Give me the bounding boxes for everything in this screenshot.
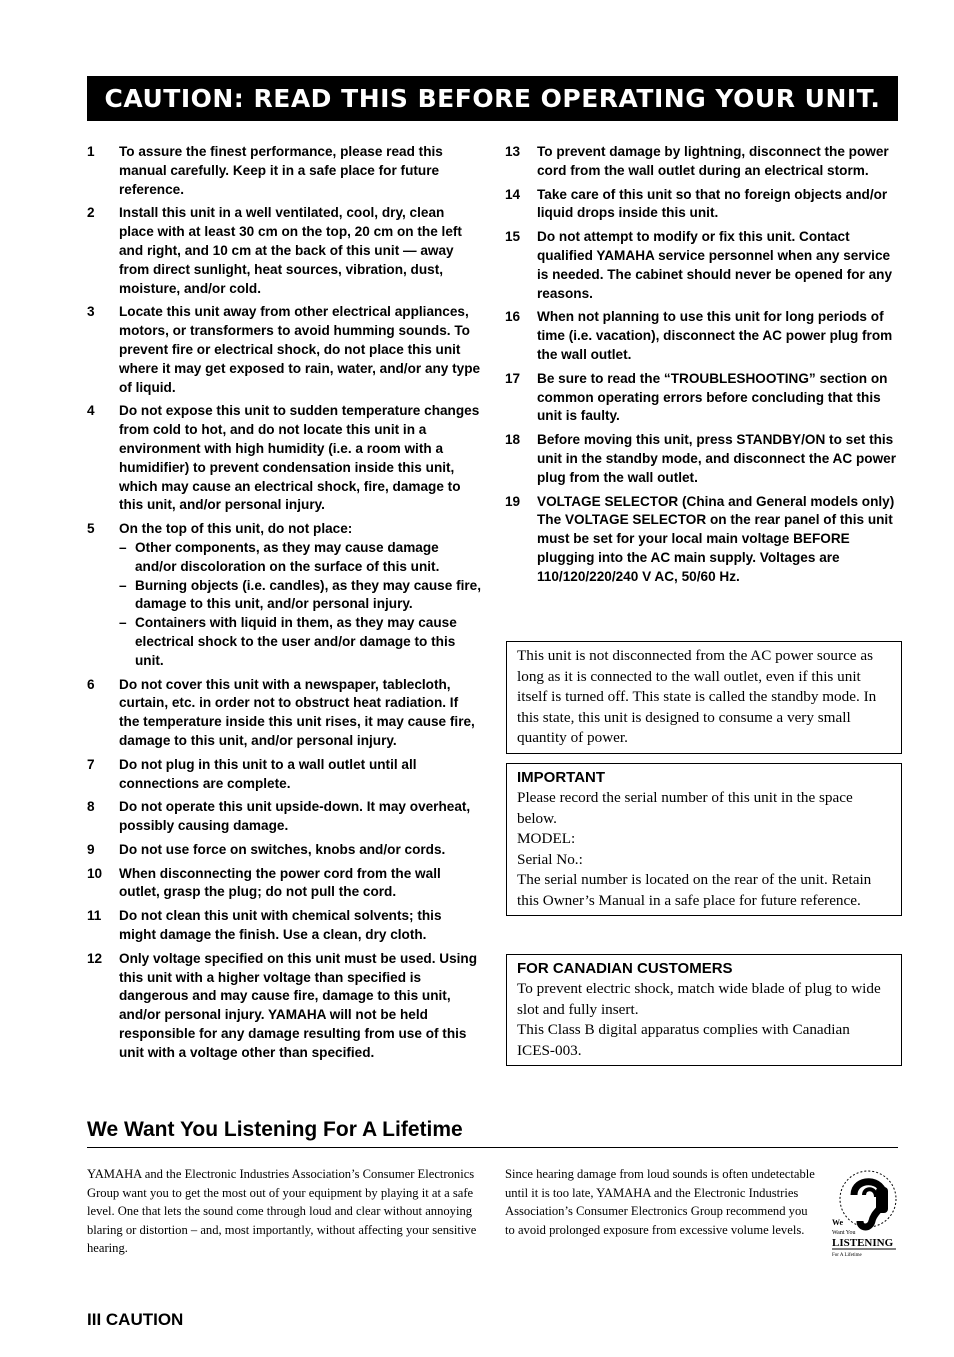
canadian-title: FOR CANADIAN CUSTOMERS <box>517 960 733 977</box>
item-number: 17 <box>505 370 521 386</box>
sub-item <box>119 577 482 615</box>
list-item <box>87 798 482 836</box>
item-text: Take care of this unit so that no foreign objects and/or liquid drops inside this unit. <box>537 186 888 221</box>
dash-marker: – <box>119 615 127 631</box>
item-text: Do not clean this unit with chemical solvents; this might damage the finish. Use a clean, dry cloth. <box>119 908 442 943</box>
logo-text-listening: LISTENING <box>832 1237 894 1249</box>
item-text: Locate this unit away from other electrical appliances, motors, or transformers to avoid humming sounds. To prevent fire or electrical shock, do not place this unit where it may get exposed to rain, water, and/or any type of liquid. <box>119 304 481 395</box>
canadian-line: This Class B digital apparatus complies with Canadian ICES-003. <box>517 1021 850 1059</box>
item-number: 6 <box>87 676 95 692</box>
item-number: 7 <box>87 756 95 772</box>
item-number: 9 <box>87 841 95 857</box>
item-number: 12 <box>87 950 103 966</box>
canadian-line: To prevent electric shock, match wide blade of plug to wide slot and fully insert. <box>517 980 881 1018</box>
item-number: 1 <box>87 144 95 159</box>
list-item <box>87 865 482 903</box>
item-number: 13 <box>505 144 521 159</box>
ear-logo-icon <box>830 1165 898 1265</box>
logo-text-lifetime: For A Lifetime <box>832 1253 862 1258</box>
important-line: Serial No.: <box>517 850 583 868</box>
item-text: When disconnecting the power cord from the wall outlet, grasp the plug; do not pull the cord. <box>119 865 441 900</box>
caution-list-left <box>87 143 482 1068</box>
list-item <box>87 204 482 298</box>
sub-item-text: Other components, as they may cause damage and/or discoloration on the surface of this unit. <box>135 539 440 574</box>
list-item <box>87 402 482 515</box>
important-line: MODEL: <box>517 830 576 847</box>
list-item <box>87 143 482 199</box>
list-item <box>505 143 900 181</box>
list-item <box>87 520 482 670</box>
item-text: VOLTAGE SELECTOR (China and General models only) <box>537 493 895 509</box>
list-item <box>505 308 900 364</box>
listening-right-text: Since hearing damage from loud sounds is often undetectable until it is too late, YAMAHA and the Electronic Industries Association’s Consumer Electronics Group recommend you to avoid prolonged exposure from excessive volume levels. <box>505 1167 815 1237</box>
logo-text-we: We <box>832 1218 844 1227</box>
item-text: Do not operate this unit upside-down. It may overheat, possibly causing damage. <box>119 799 471 834</box>
page-footer: III CAUTION <box>87 1310 184 1329</box>
item-extra-text: The VOLTAGE SELECTOR on the rear panel of this unit must be set for your local main voltage BEFORE plugging into the AC main supply. Voltages are 110/120/220/240 V AC, 50/60 Hz. <box>537 512 893 584</box>
listening-title: We Want You Listening For A Lifetime <box>87 1118 898 1148</box>
item-text: To assure the finest performance, please read this manual carefully. Keep it in a safe place for future reference. <box>119 144 443 197</box>
sub-item-text: Containers with liquid in them, as they may cause electrical shock to the user and/or damage to this unit. <box>135 615 457 668</box>
item-text: Do not cover this unit with a newspaper, tablecloth, curtain, etc. in order not to obstruct heat radiation. If the temperature inside this unit rises, it may cause fire, damage to this unit, and/or personal injury. <box>119 676 475 748</box>
item-text: To prevent damage by lightning, disconnect the power cord from the wall outlet during an electrical storm. <box>537 144 889 178</box>
important-title: IMPORTANT <box>517 769 606 786</box>
list-item <box>87 907 482 945</box>
list-item <box>87 841 482 860</box>
list-item <box>87 756 482 794</box>
dash-marker: – <box>119 577 127 593</box>
item-number: 14 <box>505 186 521 202</box>
important-line: The serial number is located on the rear of the unit. Retain this Owner’s Manual in a safe place for future reference. <box>517 871 872 909</box>
item-text: Before moving this unit, press STANDBY/ON to set this unit in the standby mode, and disconnect the AC power plug from the wall outlet. <box>537 432 896 485</box>
list-item <box>505 431 900 487</box>
list-item <box>505 228 900 303</box>
item-text: Be sure to read the “TROUBLESHOOTING” section on common operating errors before concluding that this unit is faulty. <box>537 370 888 424</box>
list-item <box>505 186 900 224</box>
item-number: 15 <box>505 229 521 245</box>
standby-notice-box <box>506 641 902 754</box>
item-number: 4 <box>87 403 95 419</box>
caution-banner: CAUTION: READ THIS BEFORE OPERATING YOUR UNIT. <box>87 76 898 121</box>
caution-list-right <box>505 143 900 592</box>
list-item <box>87 950 482 1063</box>
item-text: Only voltage specified on this unit must be used. Using this unit with a higher voltage than specified is dangerous and may cause fire, damage to this unit, and/or personal injury. YAMAHA will not be held responsible for any damage resulting from use of this unit with a voltage other than specified. <box>119 950 478 1060</box>
item-number: 18 <box>505 432 521 448</box>
item-number: 19 <box>505 493 521 509</box>
item-text: Do not use force on switches, knobs and/or cords. <box>119 841 446 857</box>
listening-left-text: YAMAHA and the Electronic Industries Association’s Consumer Electronics Group want you to get the most out of your equipment by playing it at a safe level. One that lets the sound come through loud and clear without annoying blaring or distortion – and, most importantly, without affecting your sensitive hearing. <box>87 1167 477 1256</box>
list-item <box>87 303 482 397</box>
sub-item-text: Burning objects (i.e. candles), as they may cause fire, damage to this unit, and/or personal injury. <box>135 577 482 612</box>
item-number: 11 <box>87 908 102 924</box>
item-text: On the top of this unit, do not place: <box>119 521 353 537</box>
item-number: 2 <box>87 205 95 221</box>
item-text: Do not expose this unit to sudden temperature changes from cold to hot, and do not locate this unit in a environment with high humidity (i.e. a room with a humidifier) to prevent condensation inside this unit, which may cause an electrical shock, fire, damage to this unit, and/or personal injury. <box>119 403 480 513</box>
list-item <box>87 676 482 751</box>
sub-item <box>119 614 482 670</box>
item-number: 16 <box>505 309 521 325</box>
item-number: 3 <box>87 304 95 320</box>
list-item <box>505 370 900 426</box>
list-item <box>505 493 900 587</box>
standby-notice-text: This unit is not disconnected from the AC power source as long as it is connected to the wall outlet, even if this unit itself is turned off. This state is called the standby mode. In this state, this unit is designed to consume a very small quantity of power. <box>517 647 877 746</box>
item-text: When not planning to use this unit for long periods of time (i.e. vacation), disconnect the AC power plug from the wall outlet. <box>537 309 893 362</box>
listening-logo <box>830 1165 898 1265</box>
sub-item <box>119 539 482 577</box>
item-text: Do not plug in this unit to a wall outlet until all connections are complete. <box>119 756 417 791</box>
logo-text-want: Want You <box>832 1230 856 1236</box>
item-text: Install this unit in a well ventilated, cool, dry, clean place with at least 30 cm on the top, 20 cm on the left and right, and 10 cm at the back of this unit — away from direct sunlight, heat sources, vibration, dust, moisture, and/or cold. <box>119 205 462 296</box>
important-box <box>506 763 902 916</box>
item-number: 8 <box>87 799 95 815</box>
item-number: 10 <box>87 865 103 881</box>
canadian-box <box>506 954 902 1066</box>
important-line: Please record the serial number of this unit in the space below. <box>517 789 853 827</box>
dash-marker: – <box>119 539 127 555</box>
item-text: Do not attempt to modify or fix this unit. Contact qualified YAMAHA service personnel when any service is needed. The cabinet should never be opened for any reasons. <box>537 229 893 301</box>
item-number: 5 <box>87 521 95 537</box>
